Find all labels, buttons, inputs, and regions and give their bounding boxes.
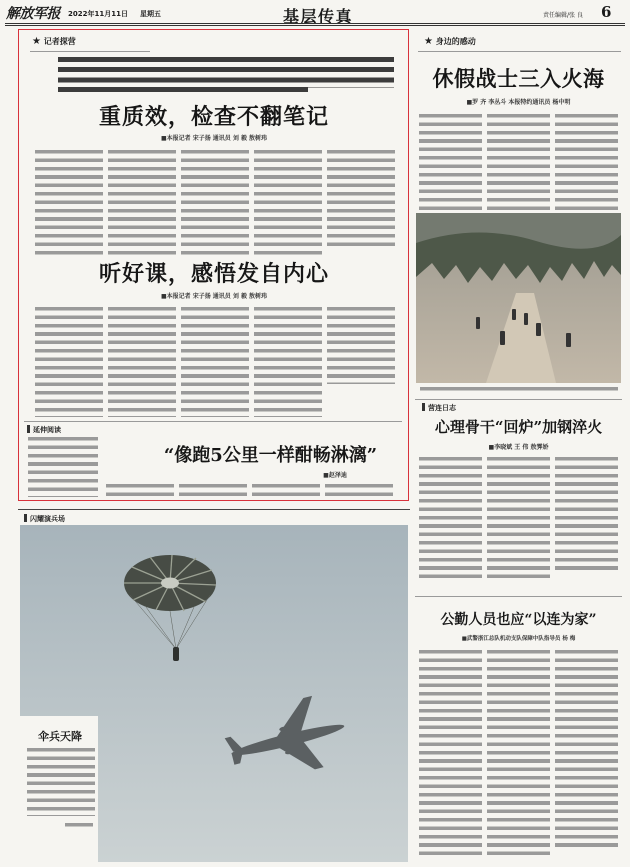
headline-like-running-5km: “像跑5公里一样酣畅淋漓” bbox=[163, 445, 378, 466]
column-tag-label: 闪耀演兵场 bbox=[30, 515, 65, 523]
headline-good-lesson: 听好课，感悟发自内心 bbox=[98, 261, 329, 287]
section-divider bbox=[415, 399, 622, 400]
photo-section-rule bbox=[18, 509, 410, 510]
article-body-column bbox=[555, 114, 618, 210]
photo-caption-text bbox=[420, 387, 618, 392]
masthead-rule-top bbox=[5, 23, 625, 24]
star-icon: ★ bbox=[424, 36, 433, 47]
fire-scene-image bbox=[416, 213, 621, 383]
headline-psych-backbone: 心理骨干“回炉”加钢淬火 bbox=[434, 418, 603, 436]
extended-reading-divider bbox=[24, 421, 402, 422]
parachute-canopy bbox=[124, 555, 216, 611]
column-tag-underline bbox=[418, 51, 621, 52]
article-body-column bbox=[35, 150, 103, 259]
lead-paragraph-last-line bbox=[58, 87, 308, 92]
photo-title: 伞兵天降 bbox=[38, 730, 82, 743]
column-tag-touching-stories bbox=[424, 37, 476, 47]
byline-quality-check: ■本报记者 宋子扬 通讯员 刘 毅 敖树玮 bbox=[160, 135, 268, 142]
paratrooper bbox=[173, 647, 179, 661]
byline-soldier-fire: ■罗 齐 李丛斗 本报特约通讯员 杨中明 bbox=[466, 99, 571, 106]
article-body-column bbox=[254, 150, 322, 259]
column-tag-underline bbox=[30, 51, 150, 52]
article-body-column bbox=[28, 437, 98, 497]
page-section-title: 基层传真 bbox=[283, 7, 354, 26]
star-icon: ★ bbox=[32, 36, 41, 47]
article-body-column bbox=[487, 114, 550, 210]
article-body-column bbox=[325, 484, 393, 496]
article-body-column bbox=[179, 484, 247, 496]
article-body-column bbox=[106, 484, 174, 496]
article-body-column bbox=[555, 457, 618, 571]
column-tag-label: 身边的感动 bbox=[435, 37, 476, 46]
bar-icon bbox=[24, 514, 27, 522]
article-body-column bbox=[419, 650, 482, 858]
issue-date: 2022年11月11日 bbox=[68, 10, 128, 18]
article-body-column bbox=[108, 150, 176, 259]
byline-like-running-5km: ■赵泽迪 bbox=[323, 472, 347, 479]
byline-good-lesson: ■本报记者 宋子扬 通讯员 刘 毅 敖树玮 bbox=[160, 293, 268, 300]
article-body-column bbox=[252, 484, 320, 496]
photo-caption-text bbox=[27, 748, 95, 816]
article-body-column bbox=[487, 650, 550, 858]
byline-psych-backbone: ■李晓斌 王 伟 敖霁娇 bbox=[488, 444, 549, 451]
article-body-column bbox=[487, 457, 550, 579]
bar-icon bbox=[27, 425, 30, 433]
article-body-column bbox=[254, 307, 322, 417]
article-body-column bbox=[419, 114, 482, 210]
article-body-column bbox=[555, 650, 618, 850]
article-body-column bbox=[327, 150, 395, 251]
bar-icon bbox=[422, 403, 425, 411]
issue-weekday: 星期五 bbox=[140, 10, 161, 18]
section-divider bbox=[415, 596, 622, 597]
article-body-column bbox=[181, 150, 249, 259]
column-tag-extended-reading bbox=[27, 425, 61, 434]
page-number: 6 bbox=[601, 3, 612, 21]
column-tag-company-log bbox=[422, 403, 456, 412]
headline-soldier-fire: 休假战士三入火海 bbox=[432, 66, 605, 91]
byline-staff-company-home: ■武警浙江总队机动支队保障中队指导员 杨 梅 bbox=[461, 636, 576, 642]
fire-scene-photo bbox=[416, 213, 621, 383]
masthead-rule-bottom bbox=[5, 25, 625, 26]
article-body-column bbox=[108, 307, 176, 417]
column-tag-label: 营连日志 bbox=[428, 404, 456, 412]
column-tag-label: 延伸阅读 bbox=[33, 426, 61, 434]
article-body-column bbox=[327, 307, 395, 384]
column-tag-label: 记者探营 bbox=[43, 37, 76, 46]
photo-credit bbox=[65, 823, 93, 828]
headline-staff-company-home: 公勤人员也应“以连为家” bbox=[440, 612, 597, 628]
article-body-column bbox=[419, 457, 482, 579]
editor-credit: 责任编辑/张 良 bbox=[543, 12, 583, 19]
article-body-column bbox=[181, 307, 249, 417]
article-body-column bbox=[35, 307, 103, 417]
newspaper-logo: 解放军报 bbox=[6, 6, 60, 22]
lead-paragraph bbox=[58, 57, 394, 88]
column-tag-training-ground bbox=[24, 514, 65, 523]
headline-quality-check: 重质效，检查不翻笔记 bbox=[98, 104, 329, 130]
column-tag-reporter-visit bbox=[32, 37, 76, 47]
